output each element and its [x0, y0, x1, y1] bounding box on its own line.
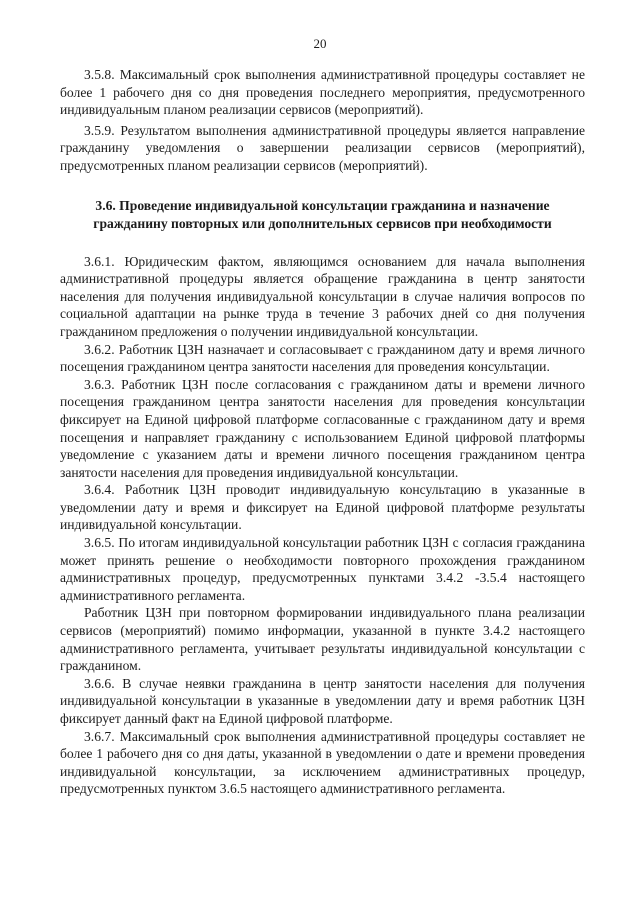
paragraph-3-6-7: 3.6.7. Максимальный срок выполнения административной процедуры составляет не более 1 рабочего дня со дня даты, указанной в уведомлении о дате и времени проведения индивидуальной консультации, за исключением административных процедур, предусмотренных пунктом 3.6.5 настоящего административного регламента. — [60, 728, 585, 797]
paragraph-3-6-3: 3.6.3. Работник ЦЗН после согласования с гражданином даты и времени личного посещения гражданином центра занятости населения для проведения консультации фиксирует на Единой цифровой платформе согласованные с гражданином дату и время посещения и направляет гражданину с использованием Единой цифровой платформы уведомление с указанием даты и времени личного посещения гражданином центра занятости населения для проведения индивидуальной консультации. — [60, 376, 585, 480]
paragraph-3-6-5: 3.6.5. По итогам индивидуальной консультации работник ЦЗН с согласия гражданина может принять решение о необходимости повторного прохождения гражданином административных процедур, предусмотренных пунктами 3.4.2 -3.5.4 настоящего административного регламента. — [60, 535, 585, 603]
paragraphs-after — [60, 253, 585, 798]
paragraph-3-6-6: 3.6.6. В случае неявки гражданина в центр занятости населения для получения индивидуальной консультации в указанные в уведомлении дату и время работник ЦЗН фиксирует данный факт на Единой цифровой платформе. — [60, 675, 585, 726]
document-body — [60, 66, 585, 798]
paragraph-3-6-5-cont: Работник ЦЗН при повторном формировании индивидуального плана реализации сервисов (мероприятий) помимо информации, указанной в пункте 3.4.2 настоящего административного регламента, учитывает результаты индивидуальной консультации с гражданином. — [60, 605, 585, 674]
paragraph-3-5-8: 3.5.8. Максимальный срок выполнения административной процедуры составляет не более 1 рабочего дня со дня проведения последнего мероприятия, предусмотренного индивидуальным планом реализации сервисов (мероприятий). — [60, 67, 585, 118]
paragraph-3-6-1: 3.6.1. Юридическим фактом, являющимся основанием для начала выполнения административной процедуры является обращение гражданина в центр занятости населения для получения индивидуальной консультации в случае наличия вопросов по социальной адаптации на рынке труда в течение 3 рабочих дней со дня получения гражданином предложения о получении индивидуальной консультации. — [60, 253, 585, 339]
paragraph-3-5-9: 3.5.9. Результатом выполнения административной процедуры является направление гражданину уведомления о завершении реализации сервисов (мероприятий), предусмотренных планом реализации сервисов (мероприятий). — [60, 122, 585, 173]
section-heading-line-1: 3.6. Проведение индивидуальной консультации гражданина и назначение — [95, 197, 550, 213]
paragraphs-before — [60, 66, 585, 175]
section-heading-3-6 — [60, 197, 585, 233]
paragraph-3-6-2: 3.6.2. Работник ЦЗН назначает и согласовывает с гражданином дату и время личного посещения гражданином центра занятости населения для проведения консультации. — [60, 341, 585, 375]
paragraph-3-6-4: 3.6.4. Работник ЦЗН проводит индивидуальную консультацию в указанные в уведомлении дату и время и фиксирует на Единой цифровой платформе результаты индивидуальной консультации. — [60, 482, 585, 533]
page-number: 20 — [313, 36, 327, 51]
section-heading-line-2: гражданину повторных или дополнительных сервисов при необходимости — [93, 215, 552, 231]
